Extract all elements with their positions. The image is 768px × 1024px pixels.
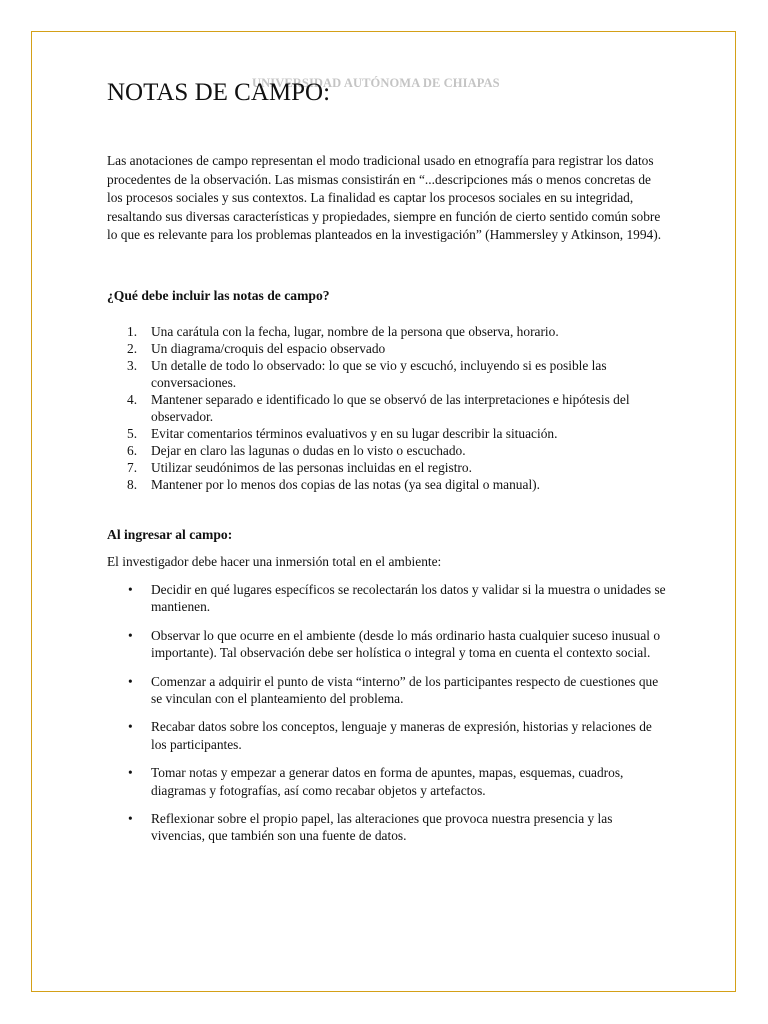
list-item — [107, 476, 667, 493]
list-item-text: Mantener separado e identificado lo que se observó de las interpretaciones e hipótesis del observador. — [151, 392, 630, 424]
list-item-text: Tomar notas y empezar a generar datos en forma de apuntes, mapas, esquemas, cuadros, diagramas y fotografías, así como recabar objetos y artefactos. — [151, 765, 624, 798]
university-watermark: UNIVERSIDAD AUTÓNOMA DE CHIAPAS — [252, 76, 500, 90]
bullet-icon: • — [128, 627, 133, 643]
list-number: 3. — [127, 358, 138, 373]
list-item-text: Recabar datos sobre los conceptos, lenguaje y maneras de expresión, historias y relaciones de los participantes. — [151, 719, 652, 752]
list-item — [107, 673, 667, 708]
intro-paragraph: Las anotaciones de campo representan el modo tradicional usado en etnografía para registrar los datos procedentes de la observación. Las mismas consistirán en “...descripciones más o menos concretas de los procesos sociales y sus contextos. La finalidad es captar los procesos sociales en su integridad, resaltando sus diversas características y propiedades, siempre en función de cierto sentido común sobre lo que es relevante para los problemas planteados en la investigación” (Hammersley y Atkinson, 1994). — [107, 153, 662, 243]
bullet-icon: • — [128, 811, 133, 827]
list-item-text: Una carátula con la fecha, lugar, nombre de la persona que observa, horario. — [151, 324, 559, 339]
list-item — [107, 391, 667, 425]
section-heading-include: ¿Qué debe incluir las notas de campo? — [107, 288, 330, 303]
list-number: 4. — [127, 392, 138, 407]
list-item — [107, 425, 667, 442]
list-item — [107, 442, 667, 459]
list-item-text: Mantener por lo menos dos copias de las notas (ya sea digital o manual). — [151, 477, 540, 492]
list-item-text: Evitar comentarios términos evaluativos y en su lugar describir la situación. — [151, 426, 558, 441]
list-number: 2. — [127, 341, 138, 356]
list-number: 1. — [127, 324, 138, 339]
field-entry-lead: El investigador debe hacer una inmersión total en el ambiente: — [107, 554, 442, 569]
list-item-text: Un diagrama/croquis del espacio observado — [151, 341, 386, 356]
list-number: 8. — [127, 477, 138, 492]
list-item-text: Dejar en claro las lagunas o dudas en lo visto o escuchado. — [151, 443, 466, 458]
list-item — [107, 323, 667, 340]
list-item-text: Decidir en qué lugares específicos se recolectarán los datos y validar si la muestra o unidades se mantienen. — [151, 582, 666, 615]
list-number: 7. — [127, 460, 138, 475]
include-list — [107, 323, 667, 493]
document-title: NOTAS DE CAMPO: — [107, 79, 331, 106]
field-entry-list — [107, 581, 667, 856]
list-item — [107, 810, 667, 845]
list-item-text: Un detalle de todo lo observado: lo que se vio y escuchó, incluyendo si es posible las conversaciones. — [151, 358, 607, 390]
list-number: 6. — [127, 443, 138, 458]
list-item-text: Comenzar a adquirir el punto de vista “interno” de los participantes respecto de cuestiones que se vinculan con el planteamiento del problema. — [151, 673, 659, 707]
bullet-icon: • — [128, 765, 133, 781]
section-heading-field-entry: Al ingresar al campo: — [107, 527, 233, 542]
bullet-icon: • — [128, 582, 133, 597]
list-number: 5. — [127, 426, 138, 441]
list-item — [107, 357, 667, 391]
list-item-text: Observar lo que ocurre en el ambiente (desde lo más ordinario hasta cualquier suceso inusual o importante). Tal observación debe ser holística o integral y toma en cuenta el contexto social. — [151, 627, 661, 661]
list-item — [107, 764, 667, 799]
list-item — [107, 340, 667, 357]
list-item — [107, 459, 667, 476]
bullet-icon: • — [128, 719, 133, 735]
list-item — [107, 581, 667, 616]
list-item-text: Reflexionar sobre el propio papel, las alteraciones que provoca nuestra presencia y las vivencias, que también son una fuente de datos. — [151, 811, 613, 844]
list-item-text: Utilizar seudónimos de las personas incluidas en el registro. — [151, 460, 472, 475]
list-item — [107, 718, 667, 753]
bullet-icon: • — [128, 673, 133, 689]
list-item — [107, 627, 667, 662]
